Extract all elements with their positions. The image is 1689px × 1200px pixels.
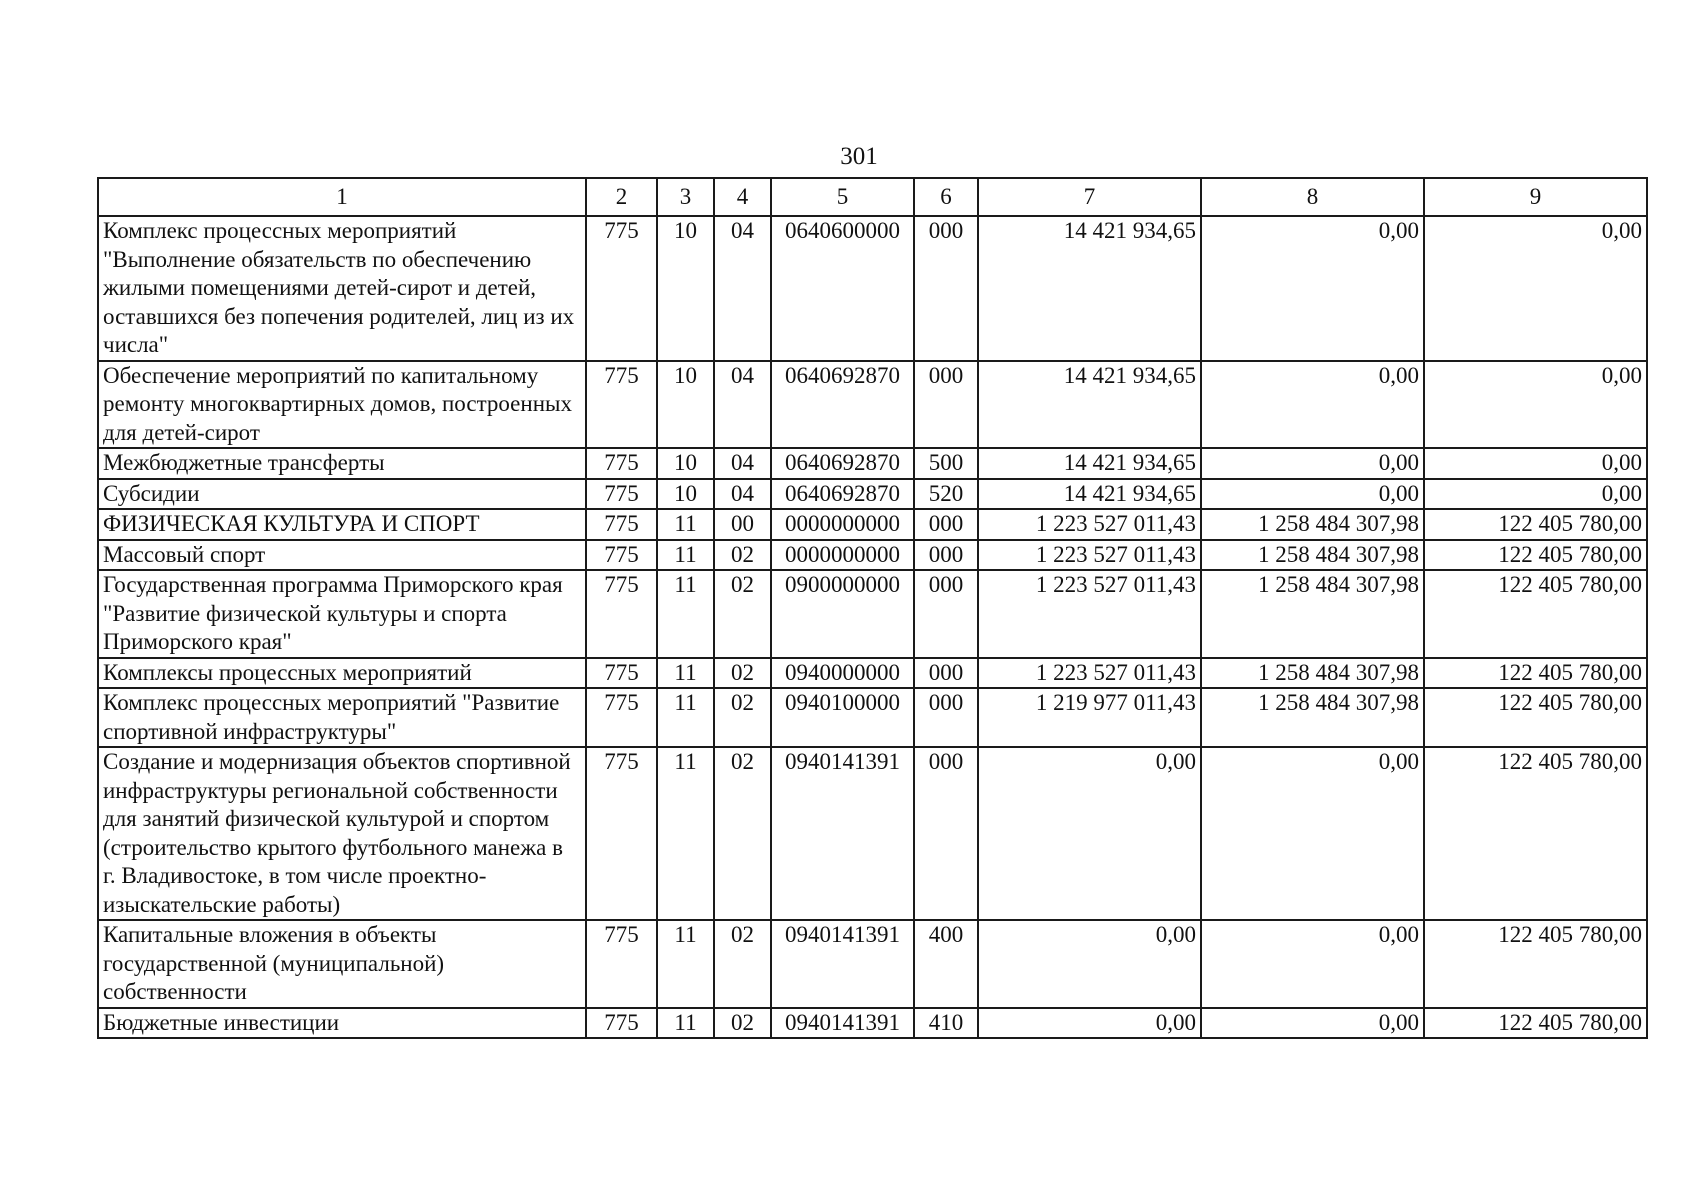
table-row — [98, 361, 1647, 449]
section-code: 11 — [657, 747, 714, 920]
subsection-code: 02 — [714, 920, 771, 1008]
target-article-code: 0900000000 — [771, 570, 914, 658]
subsection-code: 02 — [714, 540, 771, 571]
amount-col-7: 14 421 934,65 — [978, 479, 1201, 510]
ministry-code: 775 — [586, 479, 657, 510]
expenditure-name: Капитальные вложения в объекты государственной (муниципальной) собственности — [98, 920, 586, 1008]
target-article-code: 0640600000 — [771, 216, 914, 361]
section-code: 11 — [657, 509, 714, 540]
expenditure-name: ФИЗИЧЕСКАЯ КУЛЬТУРА И СПОРТ — [98, 509, 586, 540]
amount-col-9: 0,00 — [1424, 448, 1647, 479]
table-row — [98, 509, 1647, 540]
expense-type-code: 410 — [914, 1008, 978, 1039]
amount-col-9: 122 405 780,00 — [1424, 570, 1647, 658]
target-article-code: 0640692870 — [771, 448, 914, 479]
subsection-code: 02 — [714, 658, 771, 689]
table-row — [98, 448, 1647, 479]
ministry-code: 775 — [586, 448, 657, 479]
expense-type-code: 000 — [914, 540, 978, 571]
amount-col-8: 0,00 — [1201, 216, 1424, 361]
amount-col-7: 1 223 527 011,43 — [978, 658, 1201, 689]
amount-col-7: 14 421 934,65 — [978, 448, 1201, 479]
amount-col-9: 122 405 780,00 — [1424, 509, 1647, 540]
column-header: 7 — [978, 178, 1201, 216]
expense-type-code: 000 — [914, 570, 978, 658]
ministry-code: 775 — [586, 216, 657, 361]
amount-col-9: 0,00 — [1424, 216, 1647, 361]
expense-type-code: 500 — [914, 448, 978, 479]
section-code: 11 — [657, 1008, 714, 1039]
ministry-code: 775 — [586, 658, 657, 689]
ministry-code: 775 — [586, 1008, 657, 1039]
ministry-code: 775 — [586, 361, 657, 449]
amount-col-9: 122 405 780,00 — [1424, 920, 1647, 1008]
section-code: 10 — [657, 361, 714, 449]
amount-col-9: 0,00 — [1424, 361, 1647, 449]
amount-col-7: 0,00 — [978, 747, 1201, 920]
table-row — [98, 747, 1647, 920]
amount-col-7: 0,00 — [978, 920, 1201, 1008]
column-header: 3 — [657, 178, 714, 216]
ministry-code: 775 — [586, 570, 657, 658]
section-code: 10 — [657, 216, 714, 361]
amount-col-7: 1 223 527 011,43 — [978, 509, 1201, 540]
expenditure-name: Комплекс процессных мероприятий "Развитие спортивной инфраструктуры" — [98, 688, 586, 747]
subsection-code: 04 — [714, 361, 771, 449]
target-article-code: 0940000000 — [771, 658, 914, 689]
amount-col-8: 0,00 — [1201, 361, 1424, 449]
expenditure-name: Межбюджетные трансферты — [98, 448, 586, 479]
expense-type-code: 000 — [914, 658, 978, 689]
expense-type-code: 000 — [914, 216, 978, 361]
target-article-code: 0640692870 — [771, 479, 914, 510]
target-article-code: 0640692870 — [771, 361, 914, 449]
table-row — [98, 1008, 1647, 1039]
subsection-code: 02 — [714, 747, 771, 920]
table-row — [98, 216, 1647, 361]
target-article-code: 0940141391 — [771, 747, 914, 920]
amount-col-8: 1 258 484 307,98 — [1201, 688, 1424, 747]
amount-col-9: 122 405 780,00 — [1424, 747, 1647, 920]
expense-type-code: 000 — [914, 509, 978, 540]
expense-type-code: 000 — [914, 747, 978, 920]
expenditure-name: Создание и модернизация объектов спортивной инфраструктуры региональной собственности для занятий физической культурой и спортом (строительство крытого футбольного манежа в г. Владивостоке, в том числе проектно-изыскательские работы) — [98, 747, 586, 920]
ministry-code: 775 — [586, 920, 657, 1008]
amount-col-8: 0,00 — [1201, 479, 1424, 510]
table-row — [98, 658, 1647, 689]
expense-type-code: 000 — [914, 361, 978, 449]
section-code: 11 — [657, 658, 714, 689]
table-row — [98, 920, 1647, 1008]
amount-col-8: 0,00 — [1201, 747, 1424, 920]
section-code: 10 — [657, 448, 714, 479]
amount-col-7: 14 421 934,65 — [978, 361, 1201, 449]
column-header: 8 — [1201, 178, 1424, 216]
amount-col-8: 1 258 484 307,98 — [1201, 509, 1424, 540]
amount-col-8: 1 258 484 307,98 — [1201, 570, 1424, 658]
subsection-code: 02 — [714, 688, 771, 747]
amount-col-7: 0,00 — [978, 1008, 1201, 1039]
amount-col-8: 0,00 — [1201, 448, 1424, 479]
expenditure-name: Комплекс процессных мероприятий "Выполнение обязательств по обеспечению жилыми помещениями детей-сирот и детей, оставшихся без попечения родителей, лиц из их числа" — [98, 216, 586, 361]
section-code: 11 — [657, 540, 714, 571]
header-row — [98, 178, 1647, 216]
target-article-code: 0940141391 — [771, 1008, 914, 1039]
column-header: 6 — [914, 178, 978, 216]
table-row — [98, 688, 1647, 747]
amount-col-7: 1 223 527 011,43 — [978, 540, 1201, 571]
target-article-code: 0000000000 — [771, 540, 914, 571]
subsection-code: 04 — [714, 479, 771, 510]
subsection-code: 02 — [714, 1008, 771, 1039]
expenditure-name: Комплексы процессных мероприятий — [98, 658, 586, 689]
expenditure-name: Субсидии — [98, 479, 586, 510]
expenditure-name: Бюджетные инвестиции — [98, 1008, 586, 1039]
target-article-code: 0940141391 — [771, 920, 914, 1008]
amount-col-9: 122 405 780,00 — [1424, 688, 1647, 747]
amount-col-9: 122 405 780,00 — [1424, 1008, 1647, 1039]
amount-col-8: 1 258 484 307,98 — [1201, 658, 1424, 689]
page-number: 301 — [840, 143, 878, 170]
table-row — [98, 540, 1647, 571]
amount-col-8: 0,00 — [1201, 920, 1424, 1008]
amount-col-8: 1 258 484 307,98 — [1201, 540, 1424, 571]
amount-col-7: 14 421 934,65 — [978, 216, 1201, 361]
column-header: 2 — [586, 178, 657, 216]
target-article-code: 0940100000 — [771, 688, 914, 747]
expense-type-code: 400 — [914, 920, 978, 1008]
amount-col-9: 122 405 780,00 — [1424, 540, 1647, 571]
table-row — [98, 479, 1647, 510]
expenditure-name: Обеспечение мероприятий по капитальному ремонту многоквартирных домов, построенных для детей-сирот — [98, 361, 586, 449]
ministry-code: 775 — [586, 747, 657, 920]
expenditure-name: Государственная программа Приморского края "Развитие физической культуры и спорта Приморского края" — [98, 570, 586, 658]
ministry-code: 775 — [586, 540, 657, 571]
subsection-code: 04 — [714, 216, 771, 361]
expenditure-name: Массовый спорт — [98, 540, 586, 571]
column-header: 1 — [98, 178, 586, 216]
expense-type-code: 000 — [914, 688, 978, 747]
target-article-code: 0000000000 — [771, 509, 914, 540]
column-header: 4 — [714, 178, 771, 216]
amount-col-9: 0,00 — [1424, 479, 1647, 510]
table-body — [98, 216, 1647, 1038]
section-code: 11 — [657, 920, 714, 1008]
column-header: 9 — [1424, 178, 1647, 216]
ministry-code: 775 — [586, 509, 657, 540]
subsection-code: 04 — [714, 448, 771, 479]
column-header: 5 — [771, 178, 914, 216]
section-code: 11 — [657, 688, 714, 747]
table-row — [98, 570, 1647, 658]
amount-col-9: 122 405 780,00 — [1424, 658, 1647, 689]
ministry-code: 775 — [586, 688, 657, 747]
expense-type-code: 520 — [914, 479, 978, 510]
amount-col-8: 0,00 — [1201, 1008, 1424, 1039]
section-code: 10 — [657, 479, 714, 510]
section-code: 11 — [657, 570, 714, 658]
subsection-code: 00 — [714, 509, 771, 540]
amount-col-7: 1 219 977 011,43 — [978, 688, 1201, 747]
amount-col-7: 1 223 527 011,43 — [978, 570, 1201, 658]
subsection-code: 02 — [714, 570, 771, 658]
budget-table — [97, 177, 1648, 1039]
